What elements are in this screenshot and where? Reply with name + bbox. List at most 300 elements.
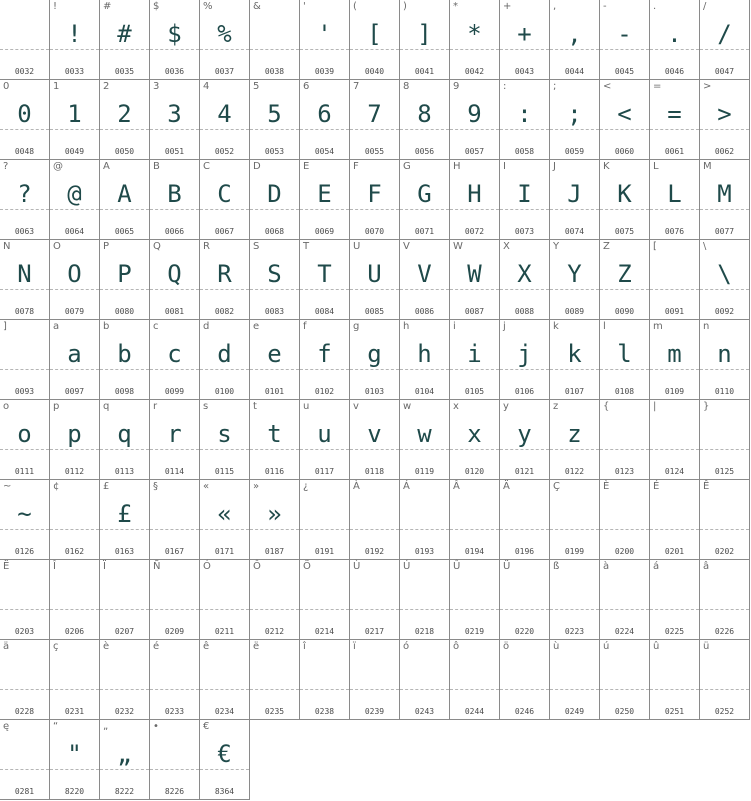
- glyph-cell-label: b: [103, 321, 110, 332]
- baseline-guide: [650, 529, 699, 530]
- glyph-cell-label: i: [453, 321, 456, 332]
- glyph-cell-code: 0123: [614, 467, 635, 476]
- glyph-cell: [100, 400, 150, 480]
- glyph-sample: Z: [617, 260, 632, 288]
- glyph-cell-label: Á: [403, 481, 410, 492]
- glyph-cell-label: :: [503, 81, 507, 92]
- glyph-cell: [450, 240, 500, 320]
- glyph-cell-code: 0050: [114, 147, 135, 156]
- glyph-sample: 1: [67, 100, 82, 128]
- glyph-cell-label: N: [3, 241, 11, 252]
- glyph-cell: [100, 480, 150, 560]
- glyph-cell-code: 0048: [14, 147, 35, 156]
- glyph-cell-code: 0238: [314, 707, 335, 716]
- glyph-cell-label: %: [203, 1, 213, 12]
- glyph-sample: u: [317, 420, 332, 448]
- glyph-cell-code: 0116: [264, 467, 285, 476]
- glyph-cell: [0, 480, 50, 560]
- glyph-cell-label: x: [453, 401, 459, 412]
- glyph-sample: »: [267, 500, 282, 528]
- glyph-cell: [50, 0, 100, 80]
- glyph-cell: [350, 240, 400, 320]
- glyph-cell: [150, 560, 200, 640]
- glyph-cell-code: 0125: [714, 467, 735, 476]
- glyph-cell-code: 0226: [714, 627, 735, 636]
- glyph-cell: [600, 400, 650, 480]
- glyph-cell-code: 0112: [64, 467, 85, 476]
- glyph-cell-code: 0046: [664, 67, 685, 76]
- glyph-sample: /: [717, 20, 732, 48]
- glyph-cell-code: 0037: [214, 67, 235, 76]
- glyph-cell: [50, 480, 100, 560]
- glyph-cell-code: 0196: [514, 547, 535, 556]
- glyph-cell: [150, 240, 200, 320]
- glyph-cell-label: p: [53, 401, 60, 412]
- glyph-cell-code: 0074: [564, 227, 585, 236]
- glyph-cell-label: G: [403, 161, 411, 172]
- baseline-guide: [350, 529, 399, 530]
- glyph-cell: [50, 560, 100, 640]
- glyph-cell: [500, 400, 550, 480]
- glyph-cell-label: @: [53, 161, 63, 172]
- glyph-cell-label: =: [653, 81, 662, 92]
- glyph-cell-code: 0041: [414, 67, 435, 76]
- glyph-cell-code: 0081: [164, 307, 185, 316]
- glyph-cell-code: 0167: [164, 547, 185, 556]
- glyph-sample: $: [167, 20, 182, 48]
- glyph-cell: [400, 400, 450, 480]
- glyph-sample: o: [17, 420, 32, 448]
- glyph-cell: [700, 240, 750, 320]
- glyph-cell: [600, 640, 650, 720]
- glyph-cell-code: 0087: [464, 307, 485, 316]
- glyph-cell: [0, 80, 50, 160]
- baseline-guide: [550, 689, 599, 690]
- glyph-sample: D: [267, 180, 282, 208]
- glyph-cell-label: Ç: [553, 481, 560, 492]
- glyph-cell-label: P: [103, 241, 110, 252]
- glyph-cell-label: S: [253, 241, 260, 252]
- glyph-cell-label: q: [103, 401, 110, 412]
- glyph-sample: [: [367, 20, 382, 48]
- glyph-cell: [600, 480, 650, 560]
- glyph-cell: [600, 160, 650, 240]
- glyph-cell: [650, 320, 700, 400]
- glyph-cell-label: 0: [3, 81, 10, 92]
- glyph-cell: [650, 80, 700, 160]
- baseline-guide: [250, 49, 299, 50]
- glyph-cell: [100, 0, 150, 80]
- glyph-cell: [100, 320, 150, 400]
- glyph-cell-code: 0233: [164, 707, 185, 716]
- glyph-cell: [50, 240, 100, 320]
- glyph-cell-label: É: [653, 481, 660, 492]
- glyph-cell-label: Ä: [503, 481, 510, 492]
- glyph-cell-code: 0109: [664, 387, 685, 396]
- glyph-cell-label: B: [153, 161, 160, 172]
- glyph-cell-code: 0111: [14, 467, 35, 476]
- glyph-cell-code: 0252: [714, 707, 735, 716]
- glyph-sample: p: [67, 420, 82, 448]
- glyph-cell-label: Ê: [703, 481, 710, 492]
- glyph-cell-label: R: [203, 241, 210, 252]
- glyph-cell-label: ?: [3, 161, 9, 172]
- glyph-cell: [0, 320, 50, 400]
- glyph-cell-code: 0059: [564, 147, 585, 156]
- baseline-guide: [450, 529, 499, 530]
- glyph-cell-label: Ô: [253, 561, 261, 572]
- glyph-sample: 0: [17, 100, 32, 128]
- glyph-cell-code: 0065: [114, 227, 135, 236]
- glyph-cell-label: §: [153, 481, 158, 492]
- glyph-cell-label: [: [653, 241, 657, 252]
- glyph-cell-code: 0246: [514, 707, 535, 716]
- glyph-cell-label: u: [303, 401, 310, 412]
- glyph-cell-code: 0089: [564, 307, 585, 316]
- glyph-cell-code: 0045: [614, 67, 635, 76]
- glyph-sample: £: [117, 500, 132, 528]
- glyph-cell: [400, 0, 450, 80]
- glyph-cell: [250, 400, 300, 480]
- glyph-cell-code: 0051: [164, 147, 185, 156]
- glyph-sample: R: [217, 260, 232, 288]
- glyph-cell-code: 0119: [414, 467, 435, 476]
- glyph-cell: [300, 560, 350, 640]
- glyph-cell: [250, 320, 300, 400]
- baseline-guide: [50, 609, 99, 610]
- glyph-cell: [650, 480, 700, 560]
- glyph-cell-label: M: [703, 161, 712, 172]
- glyph-cell-label: o: [3, 401, 10, 412]
- glyph-cell-label: ü: [703, 641, 710, 652]
- baseline-guide: [500, 609, 549, 610]
- glyph-cell: [50, 720, 100, 800]
- glyph-cell: [300, 480, 350, 560]
- glyph-cell-code: 0061: [664, 147, 685, 156]
- glyph-cell-code: 0047: [714, 67, 735, 76]
- glyph-cell-label: €: [203, 721, 210, 732]
- glyph-sample: <: [617, 100, 632, 128]
- glyph-cell-label: ù: [553, 641, 560, 652]
- glyph-sample: %: [217, 20, 232, 48]
- glyph-cell: [100, 640, 150, 720]
- baseline-guide: [300, 529, 349, 530]
- glyph-cell-label: 6: [303, 81, 310, 92]
- glyph-sample: h: [417, 340, 432, 368]
- glyph-sample: .: [667, 20, 682, 48]
- glyph-cell-code: 0035: [114, 67, 135, 76]
- glyph-sample: ?: [17, 180, 32, 208]
- glyph-cell: [400, 160, 450, 240]
- glyph-cell-label: D: [253, 161, 261, 172]
- baseline-guide: [300, 689, 349, 690]
- glyph-cell-code: 0106: [514, 387, 535, 396]
- glyph-cell-code: 8220: [64, 787, 85, 796]
- glyph-cell: [200, 480, 250, 560]
- glyph-cell-label: ß: [553, 561, 560, 572]
- glyph-cell-label: t: [253, 401, 257, 412]
- glyph-cell-label: h: [403, 321, 410, 332]
- glyph-sample: r: [167, 420, 182, 448]
- glyph-cell: [550, 640, 600, 720]
- glyph-cell-label: •: [153, 721, 159, 732]
- glyph-cell-label: Y: [553, 241, 560, 252]
- glyph-cell: [300, 80, 350, 160]
- glyph-cell-code: 0063: [14, 227, 35, 236]
- glyph-cell: [450, 640, 500, 720]
- glyph-cell-code: 0056: [414, 147, 435, 156]
- glyph-cell-label: Ñ: [153, 561, 161, 572]
- glyph-cell-code: 0040: [364, 67, 385, 76]
- glyph-cell: [150, 0, 200, 80]
- glyph-cell-label: (: [353, 1, 357, 12]
- glyph-cell: [250, 80, 300, 160]
- glyph-cell-code: 0206: [64, 627, 85, 636]
- glyph-cell-label: a: [53, 321, 60, 332]
- glyph-cell: [100, 160, 150, 240]
- glyph-cell-code: 0080: [114, 307, 135, 316]
- glyph-cell: [400, 240, 450, 320]
- glyph-cell-code: 0093: [14, 387, 35, 396]
- glyph-sample: I: [517, 180, 532, 208]
- baseline-guide: [300, 609, 349, 610]
- glyph-sample: K: [617, 180, 632, 208]
- glyph-cell-code: 0102: [314, 387, 335, 396]
- glyph-cell: [50, 640, 100, 720]
- glyph-sample: ": [67, 740, 82, 768]
- glyph-cell-code: 0090: [614, 307, 635, 316]
- glyph-cell: [100, 560, 150, 640]
- glyph-cell: [650, 400, 700, 480]
- glyph-cell-code: 0032: [14, 67, 35, 76]
- glyph-cell-code: 0191: [314, 547, 335, 556]
- glyph-cell-code: 0212: [264, 627, 285, 636]
- glyph-cell-label: e: [253, 321, 260, 332]
- glyph-cell-label: O: [53, 241, 61, 252]
- glyph-cell-code: 0244: [464, 707, 485, 716]
- glyph-cell: [650, 240, 700, 320]
- glyph-cell-label: H: [453, 161, 461, 172]
- baseline-guide: [500, 689, 549, 690]
- glyph-cell-code: 0121: [514, 467, 535, 476]
- glyph-sample: *: [467, 20, 482, 48]
- glyph-sample: W: [467, 260, 482, 288]
- glyph-cell: [350, 480, 400, 560]
- glyph-cell-label: I: [503, 161, 506, 172]
- glyph-cell-code: 0201: [664, 547, 685, 556]
- baseline-guide: [0, 369, 49, 370]
- glyph-cell-code: 0083: [264, 307, 285, 316]
- glyph-cell-label: <: [603, 81, 612, 92]
- glyph-cell-code: 0088: [514, 307, 535, 316]
- glyph-cell: [450, 480, 500, 560]
- glyph-cell-code: 0107: [564, 387, 585, 396]
- baseline-guide: [550, 609, 599, 610]
- glyph-cell-label: 9: [453, 81, 460, 92]
- baseline-guide: [600, 449, 649, 450]
- glyph-cell-code: 0105: [464, 387, 485, 396]
- glyph-sample: @: [67, 180, 82, 208]
- glyph-cell-code: 0078: [14, 307, 35, 316]
- baseline-guide: [0, 769, 49, 770]
- baseline-guide: [50, 529, 99, 530]
- glyph-cell-code: 0091: [664, 307, 685, 316]
- glyph-cell-code: 0036: [164, 67, 185, 76]
- glyph-cell-label: k: [553, 321, 559, 332]
- glyph-sample: P: [117, 260, 132, 288]
- glyph-cell-code: 0058: [514, 147, 535, 156]
- glyph-cell: [50, 400, 100, 480]
- glyph-cell: [0, 0, 50, 80]
- glyph-cell: [0, 640, 50, 720]
- glyph-cell: [150, 80, 200, 160]
- glyph-cell: [150, 320, 200, 400]
- glyph-cell-code: 0234: [214, 707, 235, 716]
- baseline-guide: [250, 689, 299, 690]
- glyph-cell-label: è: [103, 641, 110, 652]
- glyph-cell-label: -: [603, 1, 607, 12]
- glyph-cell: [450, 0, 500, 80]
- glyph-cell-label: n: [703, 321, 710, 332]
- glyph-cell-label: \: [703, 241, 707, 252]
- glyph-cell-code: 0038: [264, 67, 285, 76]
- glyph-sample: w: [417, 420, 432, 448]
- glyph-cell-label: ¿: [303, 481, 309, 492]
- glyph-cell-code: 0099: [164, 387, 185, 396]
- glyph-cell: [250, 240, 300, 320]
- glyph-cell-label: /: [703, 1, 707, 12]
- glyph-sample: q: [117, 420, 132, 448]
- baseline-guide: [400, 689, 449, 690]
- glyph-cell-code: 0194: [464, 547, 485, 556]
- glyph-cell: [200, 720, 250, 800]
- glyph-cell-code: 0092: [714, 307, 735, 316]
- glyph-sample: j: [517, 340, 532, 368]
- glyph-cell-code: 0108: [614, 387, 635, 396]
- glyph-cell: [350, 320, 400, 400]
- glyph-cell-code: 0193: [414, 547, 435, 556]
- baseline-guide: [100, 609, 149, 610]
- glyph-cell-label: 2: [103, 81, 110, 92]
- glyph-cell-label: 7: [353, 81, 360, 92]
- glyph-cell-code: 8364: [214, 787, 235, 796]
- glyph-sample: =: [667, 100, 682, 128]
- glyph-cell-code: 0203: [14, 627, 35, 636]
- glyph-cell-label: á: [653, 561, 660, 572]
- glyph-cell-label: 1: [53, 81, 60, 92]
- glyph-cell-code: 0124: [664, 467, 685, 476]
- glyph-sample: 6: [317, 100, 332, 128]
- glyph-cell-code: 0101: [264, 387, 285, 396]
- glyph-cell: [550, 240, 600, 320]
- glyph-cell-label: Î: [53, 561, 56, 572]
- glyph-cell: [0, 240, 50, 320]
- glyph-sample: e: [267, 340, 282, 368]
- glyph-cell-label: W: [453, 241, 463, 252]
- glyph-cell: [550, 320, 600, 400]
- glyph-cell-label: {: [603, 401, 610, 412]
- glyph-sample: H: [467, 180, 482, 208]
- glyph-cell-code: 0249: [564, 707, 585, 716]
- glyph-cell-label: Ö: [303, 561, 311, 572]
- glyph-cell-code: 0187: [264, 547, 285, 556]
- glyph-cell-code: 0054: [314, 147, 335, 156]
- glyph-cell-label: E: [303, 161, 310, 172]
- glyph-sample: 9: [467, 100, 482, 128]
- baseline-guide: [50, 689, 99, 690]
- glyph-cell: [100, 80, 150, 160]
- glyph-sample: L: [667, 180, 682, 208]
- glyph-cell-label: A: [103, 161, 110, 172]
- baseline-guide: [400, 609, 449, 610]
- glyph-cell-label: Z: [603, 241, 610, 252]
- glyph-cell-label: }: [703, 401, 710, 412]
- glyph-cell: [400, 80, 450, 160]
- glyph-sample: c: [167, 340, 182, 368]
- glyph-cell: [600, 0, 650, 80]
- glyph-sample: d: [217, 340, 232, 368]
- glyph-cell-code: 0062: [714, 147, 735, 156]
- glyph-cell-label: m: [653, 321, 663, 332]
- glyph-sample: 5: [267, 100, 282, 128]
- glyph-sample: F: [367, 180, 382, 208]
- glyph-cell-label: V: [403, 241, 410, 252]
- glyph-sample: >: [717, 100, 732, 128]
- glyph-cell-code: 0162: [64, 547, 85, 556]
- glyph-cell: [650, 560, 700, 640]
- glyph-cell: [350, 400, 400, 480]
- glyph-cell: [100, 240, 150, 320]
- glyph-cell: [700, 160, 750, 240]
- glyph-cell: [50, 80, 100, 160]
- glyph-cell-label: à: [603, 561, 610, 572]
- glyph-cell: [500, 80, 550, 160]
- glyph-cell-label: C: [203, 161, 210, 172]
- glyph-cell-label: T: [303, 241, 310, 252]
- glyph-cell: [50, 160, 100, 240]
- baseline-guide: [600, 529, 649, 530]
- glyph-cell-label: ï: [353, 641, 356, 652]
- glyph-cell: [200, 560, 250, 640]
- glyph-cell-label: ¢: [53, 481, 60, 492]
- glyph-sample: ': [317, 20, 332, 48]
- glyph-cell-code: 0207: [114, 627, 135, 636]
- glyph-cell: [300, 400, 350, 480]
- glyph-sample: n: [717, 340, 732, 368]
- glyph-cell-code: 0033: [64, 67, 85, 76]
- glyph-cell: [300, 0, 350, 80]
- glyph-cell-code: 0069: [314, 227, 335, 236]
- glyph-cell: [600, 560, 650, 640]
- glyph-cell: [300, 160, 350, 240]
- glyph-cell: [700, 320, 750, 400]
- glyph-cell-code: 0075: [614, 227, 635, 236]
- glyph-sample: v: [367, 420, 382, 448]
- glyph-cell-code: 0199: [564, 547, 585, 556]
- glyph-cell-code: 0044: [564, 67, 585, 76]
- glyph-cell-code: 0171: [214, 547, 235, 556]
- glyph-sample: +: [517, 20, 532, 48]
- glyph-sample: N: [17, 260, 32, 288]
- glyph-cell-label: 8: [403, 81, 410, 92]
- glyph-sample: M: [717, 180, 732, 208]
- glyph-cell: [500, 160, 550, 240]
- glyph-cell-label: d: [203, 321, 210, 332]
- glyph-cell-code: 0117: [314, 467, 335, 476]
- glyph-cell-label: y: [503, 401, 509, 412]
- baseline-guide: [100, 689, 149, 690]
- glyph-cell: [350, 160, 400, 240]
